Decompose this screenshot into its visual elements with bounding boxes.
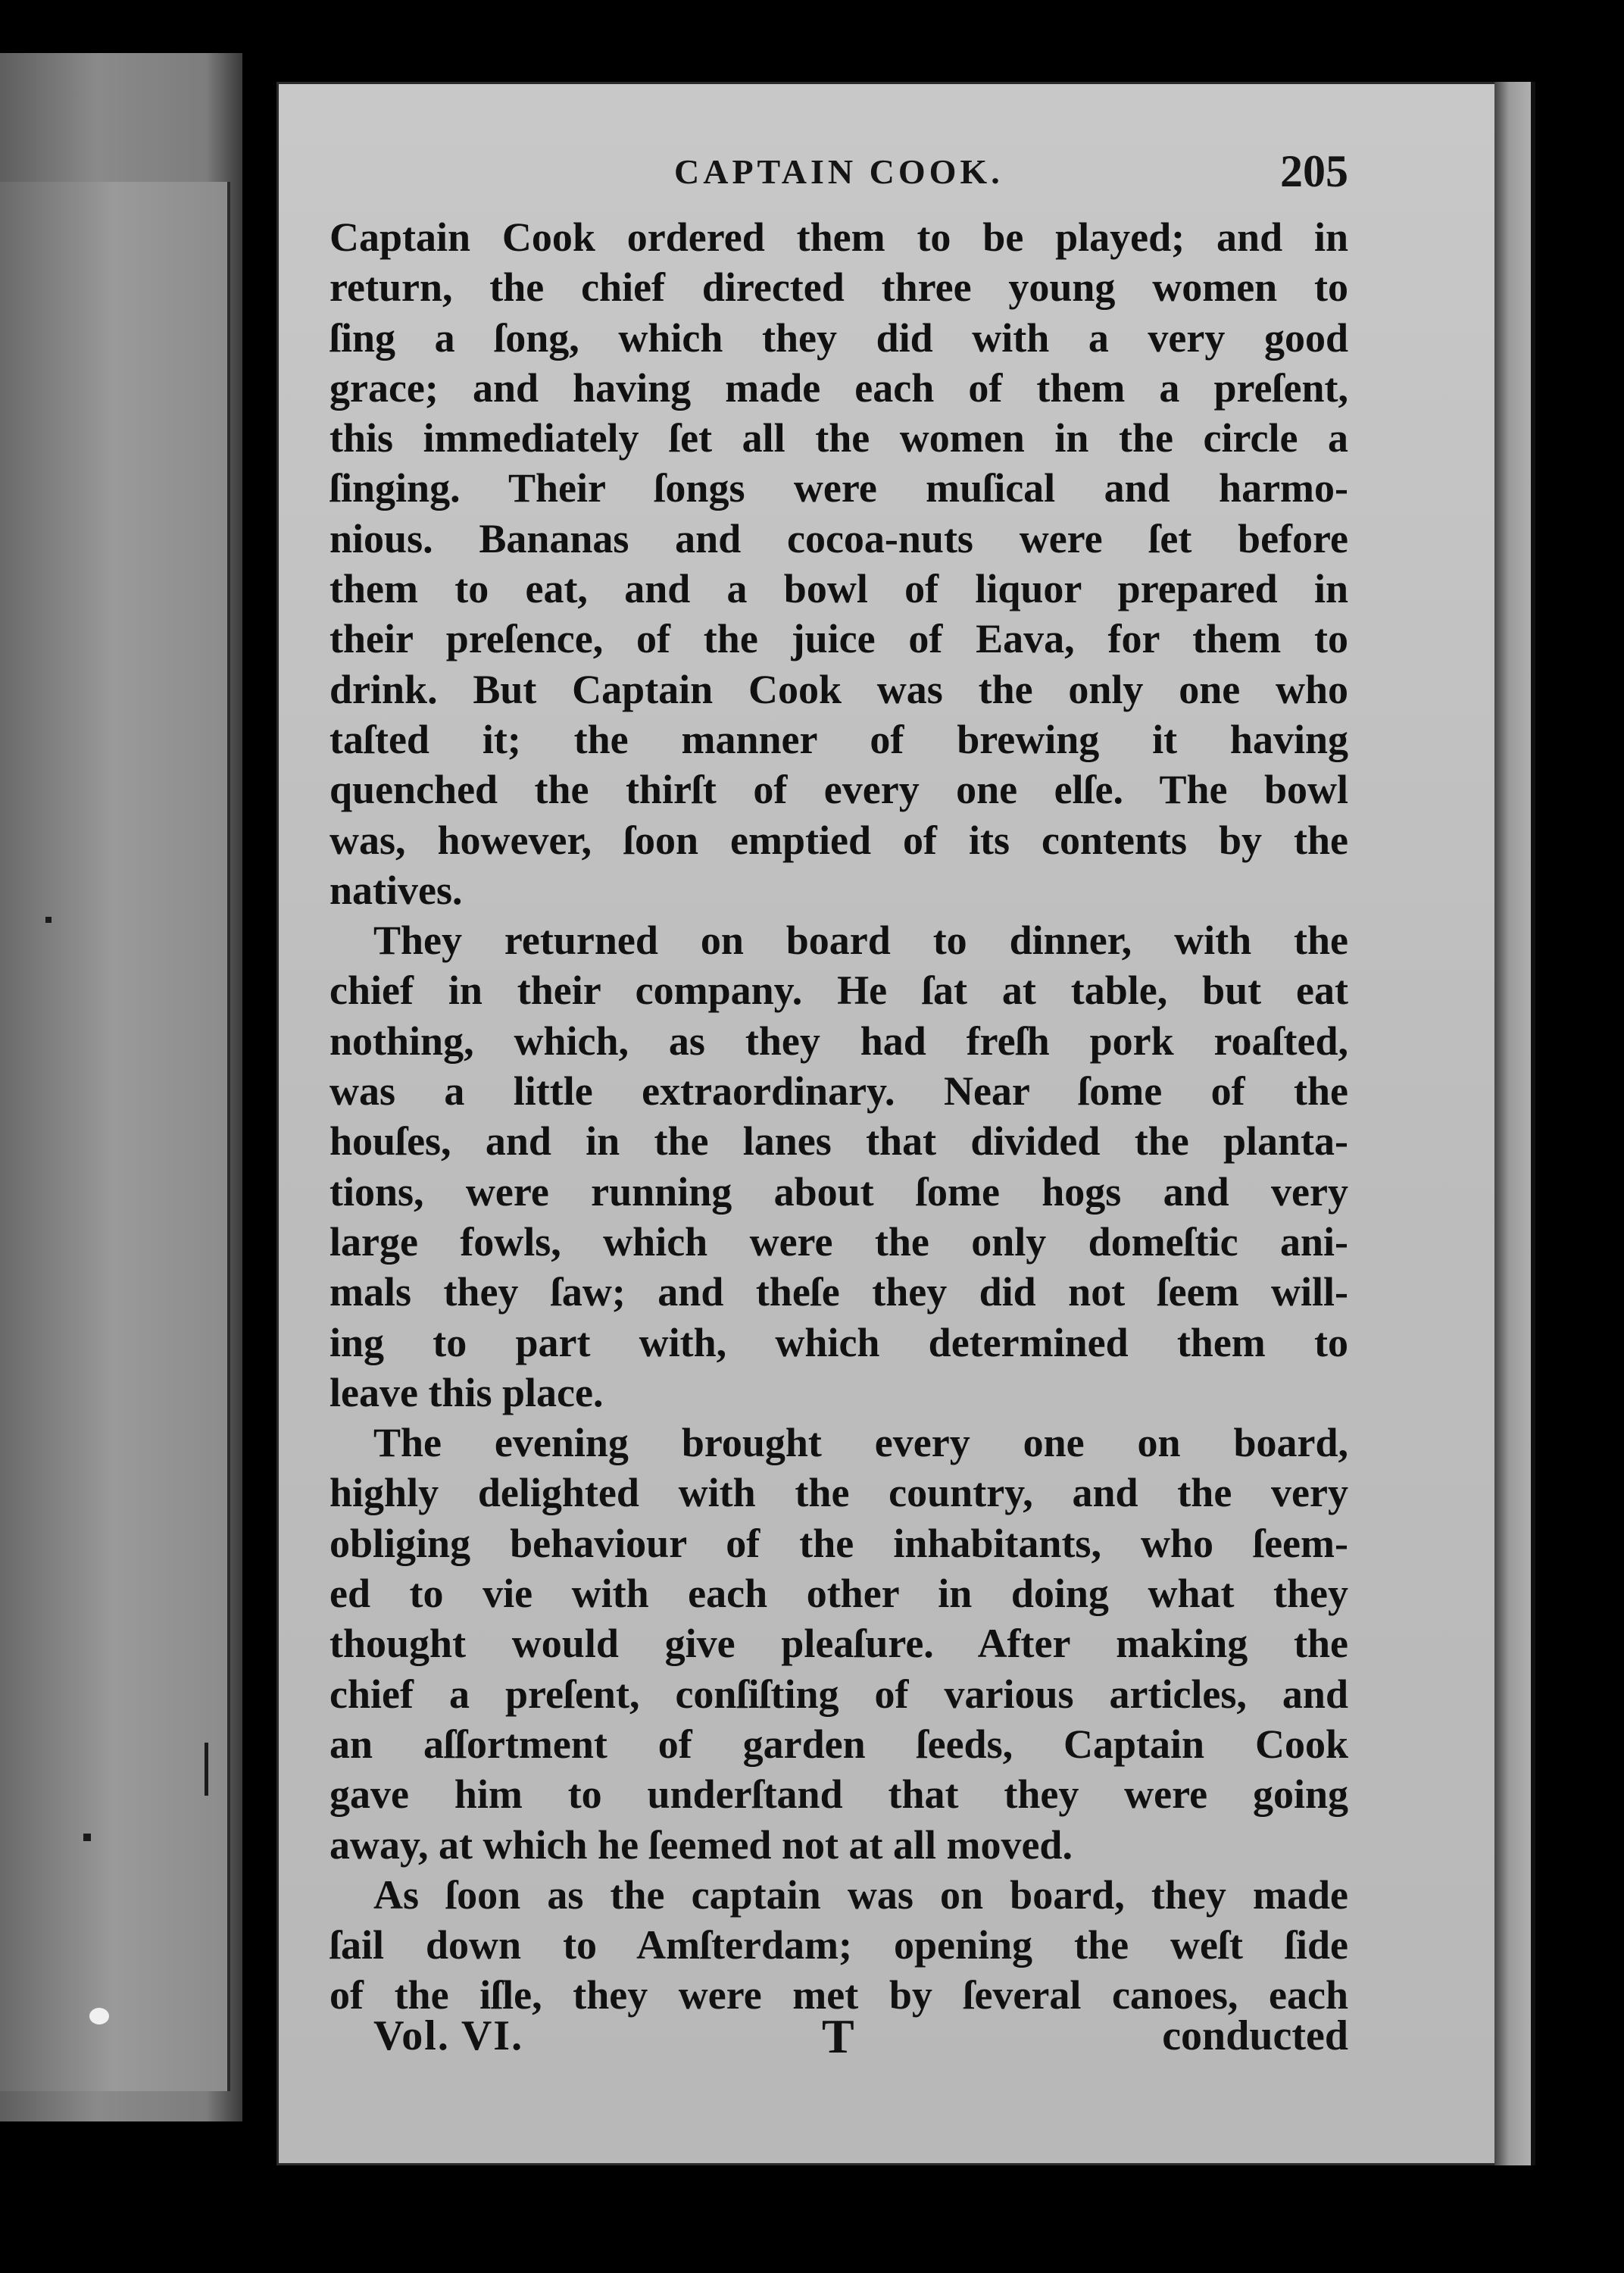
- text-line: quenched the thirſt of every one elſe. The bowl: [329, 767, 1348, 813]
- ink-speck: [83, 1834, 91, 1841]
- text-line: natives.: [329, 867, 463, 913]
- page-edge: [1494, 82, 1535, 2165]
- page-header: [329, 146, 1348, 205]
- text-line: The evening brought every one on board,: [373, 1420, 1348, 1466]
- text-line: thought would give pleaſure. After making the: [329, 1621, 1348, 1667]
- text-line: leave this place.: [329, 1369, 604, 1415]
- text-line: of the iſle, they were met by ſeveral canoes, each: [329, 1972, 1348, 2018]
- text-line: was a little extraordinary. Near ſome of the: [329, 1068, 1348, 1115]
- text-line: tions, were running about ſome hogs and very: [329, 1168, 1348, 1215]
- volume-label: Vol. VI.: [373, 2012, 524, 2059]
- facing-page-paper: [0, 182, 230, 2091]
- text-line: ſinging. Their ſongs were muſical and harmo-: [329, 465, 1348, 511]
- text-line: taſted it; the manner of brewing it having: [329, 716, 1348, 762]
- text-line: was, however, ſoon emptied of its contents by the: [329, 817, 1348, 863]
- text-line: return, the chief directed three young women to: [329, 264, 1348, 311]
- running-head: CAPTAIN COOK.: [674, 152, 1004, 191]
- ink-speck: [45, 917, 52, 923]
- text-line: highly delighted with the country, and the very: [329, 1470, 1348, 1516]
- ink-mark: [205, 1743, 208, 1796]
- page-number: 205: [1280, 146, 1348, 196]
- body-text: [329, 212, 1348, 2021]
- text-line: They returned on board to dinner, with the: [373, 918, 1348, 964]
- text-line: gave him to underſtand that they were going: [329, 1771, 1348, 1818]
- text-line: an aſſortment of garden ſeeds, Captain Cook: [329, 1721, 1348, 1767]
- paper-speck: [89, 2008, 109, 2024]
- text-line: grace; and having made each of them a preſent,: [329, 364, 1348, 411]
- text-line: ſing a ſong, which they did with a very good: [329, 314, 1348, 361]
- text-line: away, at which he ſeemed not at all moved.: [329, 1821, 1073, 1868]
- text-line: houſes, and in the lanes that divided the planta-: [329, 1118, 1348, 1165]
- text-line: this immediately ſet all the women in the circle a: [329, 415, 1348, 461]
- text-line: ſail down to Amſterdam; opening the weſt ſide: [329, 1922, 1348, 1968]
- text-line: chief in their company. He ſat at table, but eat: [329, 968, 1348, 1014]
- facing-page-fragment: [0, 53, 242, 2121]
- catchword: conducted: [1162, 2012, 1348, 2059]
- page-footer: [329, 2009, 1348, 2072]
- text-line: drink. But Captain Cook was the only one who: [329, 666, 1348, 712]
- text-line: Captain Cook ordered them to be played; and in: [329, 214, 1348, 260]
- text-line: chief a preſent, conſiſting of various articles, and: [329, 1671, 1348, 1717]
- text-line: obliging behaviour of the inhabitants, who ſeem-: [329, 1520, 1348, 1566]
- text-line: them to eat, and a bowl of liquor prepared in: [329, 566, 1348, 612]
- text-line: their preſence, of the juice of Eava, for them to: [329, 616, 1348, 662]
- text-line: mals they ſaw; and theſe they did not ſeem will-: [329, 1269, 1348, 1315]
- text-line: large fowls, which were the only domeſtic ani-: [329, 1218, 1348, 1265]
- signature-mark: T: [822, 2009, 854, 2063]
- text-line: ing to part with, which determined them to: [329, 1319, 1348, 1365]
- text-line: nious. Bananas and cocoa-nuts were ſet before: [329, 515, 1348, 561]
- text-line: As ſoon as the captain was on board, they made: [373, 1871, 1348, 1918]
- text-line: nothing, which, as they had freſh pork roaſted,: [329, 1018, 1348, 1064]
- text-line: ed to vie with each other in doing what they: [329, 1571, 1348, 1617]
